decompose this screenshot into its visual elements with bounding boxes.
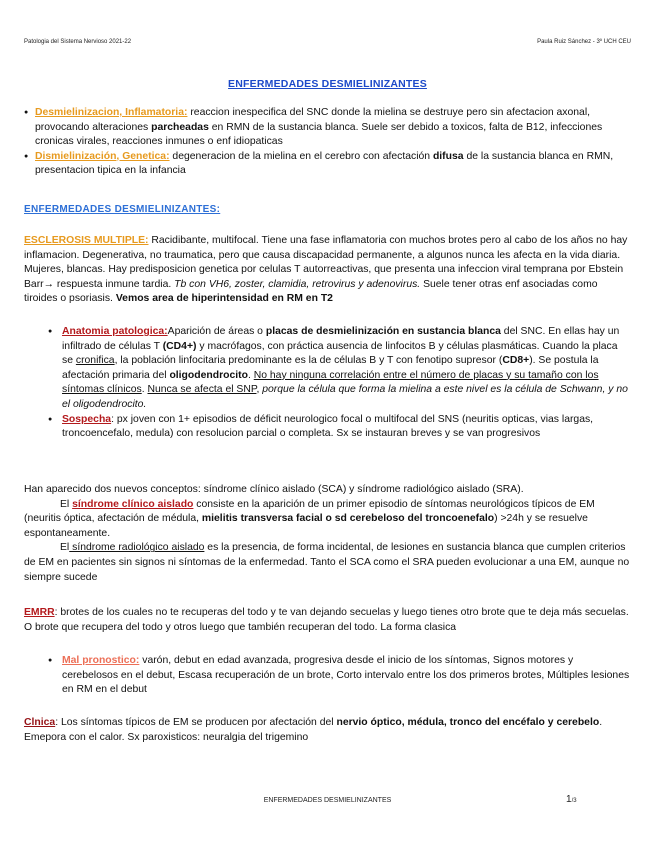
anatomia-t3: y macrófagos, con práctica ausencia de linfocitos B y células plasmáticas. Cuando la placa se: [62, 340, 618, 367]
sca-label: síndrome clínico aislado: [72, 498, 194, 510]
em-label: ESCLEROSIS MULTIPLE:: [24, 235, 149, 246]
em-bold: Vemos area de hiperintensidad en RM en T2: [115, 293, 333, 305]
anatomia-t4: , la población linfocitaria predominante es la de células B y T con fenotipo supresor (: [114, 355, 503, 367]
page-number-current: 1: [566, 794, 572, 805]
anatomia-u1: cronifica: [75, 355, 115, 367]
conceptos-p2-bold: mielitis transversa facial o sd cerebeloso del troncoenefalo: [201, 513, 495, 525]
anatomia-b3: CD8+: [502, 355, 530, 367]
intro-item-inflamatoria-text: reaccion inespecifica del SNC donde la mielina se destruye pero sin afectacion axonal, provocando alteraciones: [35, 107, 591, 133]
em-paragraph: [24, 234, 631, 307]
anatomia-label: Anatomia patologica:: [62, 326, 168, 337]
conceptos-p2-c: ) >24h y se resuelve espontaneamente.: [24, 513, 588, 539]
emrr-text: : brotes de los cuales no te recuperas del todo y te van dejando secuelas y luego tienes otro brote que te deja más secuelas. O brote que recupera del todo y otros luego que también recuperan del todo. La forma clasica: [24, 607, 629, 633]
section-heading-text: ENFERMEDADES DESMIELINIZANTES:: [24, 204, 221, 215]
page-title: ENFERMEDADES DESMIELINIZANTES: [228, 78, 427, 90]
anatomia-t1: Aparición de áreas o: [167, 326, 266, 337]
anatomia-b1: placas de desmielinización en sustancia blanca: [265, 326, 501, 337]
anatomia-t5: ). Se postula la afectación primaria del: [62, 355, 599, 381]
sospecha-label: Sospecha: [62, 413, 112, 425]
page-number: [566, 794, 577, 805]
clinica-paragraph: [24, 716, 631, 745]
pronostico-item: [62, 654, 631, 698]
em-sublist: [24, 325, 631, 442]
pronostico-list: [24, 654, 631, 698]
conceptos-p2-b: consiste en la aparición de un primer episodio de síntomas neurológicos típicos de EM (neuritis óptica, afectación de médula,: [24, 498, 595, 525]
intro-item-genetica-label: Dismielinización, Genetica:: [35, 150, 170, 162]
conceptos-p1: Han aparecido dos nuevos conceptos: síndrome clínico aislado (SCA) y síndrome radiológico aislado (SRA).: [24, 484, 524, 495]
header-right: Paula Ruiz Sánchez - 3º UCH CEU: [537, 39, 631, 45]
conceptos-p3: [24, 541, 631, 585]
intro-list: [24, 106, 631, 179]
em-text: Racidibante, multifocal. Tiene una fase inflamatoria con muchos brotes pero al cabo de los años no hay inflamacion. Degenerativa, no traumatica, pero que causa discapacidad permanente, a algunos nunca les afecta en la vida diaria. Mujeres, blancas. Hay predisposicion genetica por celulas T autorreactivas, que presenta una infeccion viral temprana por Ebstein Barr→ respuesta inmune tardia.: [24, 235, 628, 290]
anatomia-i1: porque la célula que forma la mielina a este nivel es la célula de Schwann, y no el oligodendrocito.: [62, 384, 628, 410]
intro-item-genetica: [24, 150, 631, 179]
conceptos-block: [24, 483, 631, 585]
em-text-2: Suele tener otras enf asociadas como tiroides o psoriasis.: [24, 278, 598, 305]
anatomia-t7: .: [141, 384, 148, 396]
clinica-bold: nervio óptico, médula, tronco del encéfalo y cerebelo: [336, 717, 600, 728]
anatomia-u2: No hay ninguna correlación entre el número de placas y su tamaño con los síntomas clínicos: [62, 369, 599, 396]
anatomia-t8: ,: [256, 384, 263, 396]
clinica-text-2: . Emepora con el calor. Sx paroxisticos: neuralgia del trigemino: [24, 717, 603, 743]
conceptos-p2-a: El: [60, 498, 73, 510]
intro-item-genetica-bold: difusa: [432, 150, 464, 162]
pronostico-label: Mal pronostico:: [62, 655, 140, 666]
pronostico-text: varón, debut en edad avanzada, progresiva desde el inicio de los síntomas, Signos motores y cerebelosos en el debut, Escasa recuperación de un brote, Corto intervalo entre los dos primeros brotes, Múltiples lesiones en RM en el debut: [62, 655, 630, 696]
intro-item-inflamatoria: [24, 106, 631, 150]
page-number-total: /3: [571, 798, 577, 804]
intro-item-inflamatoria-bold: parcheadas: [151, 121, 209, 133]
conceptos-p3-b: es la presencia, de forma incidental, de lesiones en sustancia blanca que cumplen criterios de EM en pacientes sin signos ni síntomas de la enfermedad. Tanto el SCA como el SRA pueden evolucionar a una EM, aunque no siempre sucede: [24, 542, 630, 583]
intro-item-genetica-text-2: de la sustancia blanca en RMN, presentacion tipica en la infancia: [35, 150, 614, 177]
emrr-paragraph: [24, 606, 631, 635]
intro-item-inflamatoria-text-2: en RMN de la sustancia blanca. Suele ser debido a toxicos, falta de B12, infecciones cronicas virales, reacciones inmunes o enf idiopaticas: [35, 121, 603, 148]
footer-title: ENFERMEDADES DESMIELINIZANTES: [263, 797, 392, 804]
intro-item-inflamatoria-label: Desmielinizacion, Inflamatoria:: [35, 107, 188, 118]
sra-label: síndrome radiológico aislado: [69, 542, 205, 554]
anatomia-item: [62, 325, 631, 413]
emrr-label: EMRR: [24, 607, 55, 618]
conceptos-p2: [24, 498, 631, 542]
anatomia-t6: .: [247, 369, 254, 381]
clinica-text: : Los síntomas típicos de EM se producen por afectación del: [55, 717, 337, 728]
conceptos-p3-a: El: [60, 542, 70, 554]
anatomia-b4: oligodendrocito: [169, 369, 248, 381]
sospecha-item: [62, 413, 631, 442]
intro-item-genetica-text: degeneracion de la mielina en el cerebro con afectación: [169, 150, 433, 162]
header-left: Patologia del Sistema Nervioso 2021-22: [24, 39, 132, 45]
anatomia-b2: (CD4+): [162, 340, 197, 352]
clinica-label: Clnica: [24, 717, 56, 728]
anatomia-u3: Nunca se afecta el SNP: [147, 384, 257, 396]
em-italic: Tb con VH6, zoster, clamidia, retrovirus y adenovirus.: [174, 278, 421, 290]
section-heading: [24, 203, 631, 218]
sospecha-text: : px joven con 1+ episodios de déficit neurologico focal o multifocal del SNS (neuritis opticas, vias largas, troncoencefalo, medula) con resolucion parcial o completa. Sx se instauran breves y se van progresivos: [62, 413, 594, 440]
anatomia-t2: del SNC. En ellas hay un infiltrado de células T: [62, 326, 620, 352]
